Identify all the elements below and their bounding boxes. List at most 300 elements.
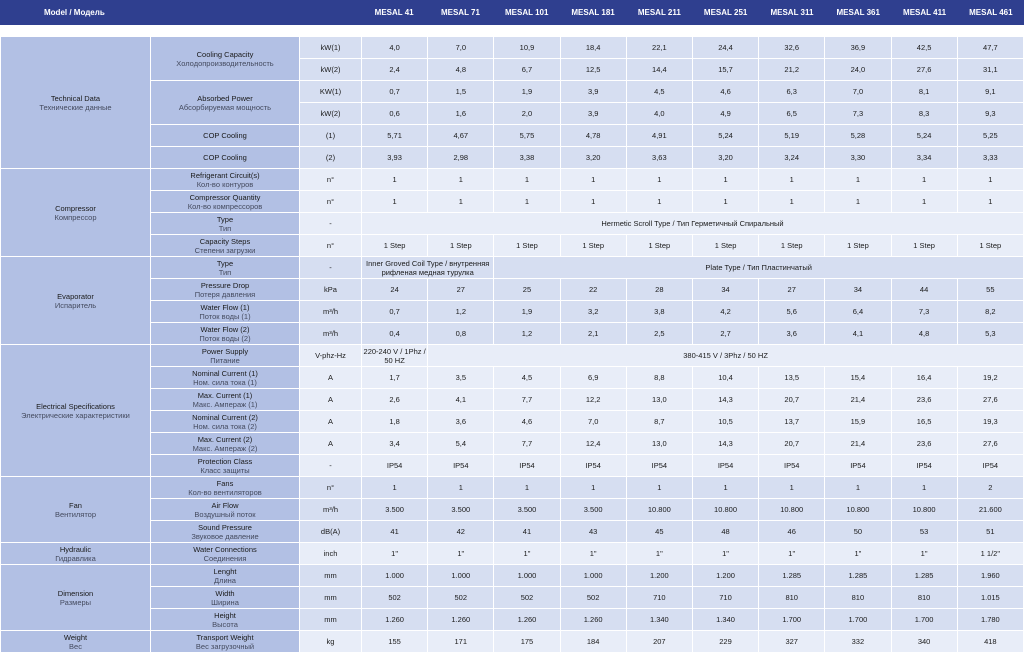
parameter-label-en: Max. Current (2) xyxy=(197,434,253,444)
model-column-header: MESAL 251 xyxy=(703,8,748,17)
value-cell: 3,33 xyxy=(957,147,1023,169)
value-cell: 1.340 xyxy=(626,609,692,631)
value-cell: 1 1/2" xyxy=(957,543,1023,565)
value-cell: 175 xyxy=(494,631,560,653)
value-cell: 502 xyxy=(494,587,560,609)
value-cell: 1 xyxy=(825,477,891,499)
value-cell: 1 xyxy=(759,191,825,213)
section-label xyxy=(1,631,151,653)
parameter-label-en: Refrigerant Circuit(s) xyxy=(190,170,260,180)
value-cell: 36,9 xyxy=(825,37,891,59)
unit-cell: inch xyxy=(300,543,362,565)
value-cell: 0,6 xyxy=(362,103,428,125)
value-cell: 1 xyxy=(957,169,1023,191)
table-row xyxy=(1,587,1024,609)
value-cell: 1,9 xyxy=(494,81,560,103)
value-cell: IP54 xyxy=(428,455,494,477)
value-cell: 3,8 xyxy=(626,301,692,323)
value-cell: 19,2 xyxy=(957,367,1023,389)
value-cell: 42 xyxy=(428,521,494,543)
value-cell: 710 xyxy=(692,587,758,609)
value-cell: 1.285 xyxy=(759,565,825,587)
parameter-label-en: Water Flow (2) xyxy=(200,324,250,334)
value-cell: 10,4 xyxy=(692,367,758,389)
value-cell: 1,2 xyxy=(494,323,560,345)
value-cell: 1" xyxy=(759,543,825,565)
unit-cell: n° xyxy=(300,169,362,191)
table-row xyxy=(1,609,1024,631)
value-cell: 810 xyxy=(759,587,825,609)
table-row xyxy=(1,81,1024,103)
parameter-label-ru: Поток воды (2) xyxy=(199,333,251,343)
model-column-header: MESAL 71 xyxy=(440,8,480,17)
value-cell: 1 Step xyxy=(825,235,891,257)
table-row xyxy=(1,543,1024,565)
model-column-header: MESAL 311 xyxy=(770,8,814,17)
value-cell: 1 xyxy=(362,477,428,499)
value-cell: 46 xyxy=(759,521,825,543)
section-label-en: Weight xyxy=(63,632,88,642)
parameter-label xyxy=(151,213,300,235)
value-cell: 171 xyxy=(428,631,494,653)
value-cell: 10,5 xyxy=(692,411,758,433)
value-cell: 1 xyxy=(494,169,560,191)
section-label-ru: Компрессор xyxy=(54,212,97,222)
value-cell: 8,2 xyxy=(957,301,1023,323)
parameter-label-en: Sound Pressure xyxy=(198,522,252,532)
parameter-label-en: Air Flow xyxy=(211,500,239,510)
parameter-label xyxy=(151,389,300,411)
value-cell: 1 xyxy=(759,169,825,191)
unit-cell: KW(1) xyxy=(300,81,362,103)
parameter-label xyxy=(151,191,300,213)
value-cell: 47,7 xyxy=(957,37,1023,59)
unit-cell: mm xyxy=(300,609,362,631)
value-cell: 13,0 xyxy=(626,433,692,455)
value-cell: 10.800 xyxy=(759,499,825,521)
value-cell: 53 xyxy=(891,521,957,543)
value-cell: 1 xyxy=(825,191,891,213)
value-cell: 4,1 xyxy=(825,323,891,345)
unit-cell: mm xyxy=(300,587,362,609)
parameter-label-en: COP Cooling xyxy=(203,153,247,162)
unit-cell: kg xyxy=(300,631,362,653)
unit-cell: m³/h xyxy=(300,323,362,345)
value-cell: 1 xyxy=(560,477,626,499)
value-cell: 1" xyxy=(626,543,692,565)
value-cell: Hermetic Scroll Type / Тип Герметичный Спиральный xyxy=(362,213,1024,235)
value-cell: 1 xyxy=(560,191,626,213)
value-cell: 5,4 xyxy=(428,433,494,455)
value-cell: 7,3 xyxy=(825,103,891,125)
parameter-label-en: Absorbed Power xyxy=(197,93,253,103)
parameter-label-ru: Кол-во вентиляторов xyxy=(188,487,262,497)
parameter-label xyxy=(151,367,300,389)
parameter-label-ru: Макс. Ампераж (1) xyxy=(192,399,258,409)
value-cell: 2,1 xyxy=(560,323,626,345)
table-row xyxy=(1,499,1024,521)
value-cell: 5,28 xyxy=(825,125,891,147)
value-cell: 3,30 xyxy=(825,147,891,169)
table-row xyxy=(1,191,1024,213)
value-cell: 5,24 xyxy=(692,125,758,147)
value-cell: 9,3 xyxy=(957,103,1023,125)
value-cell: 20,7 xyxy=(759,433,825,455)
unit-cell: A xyxy=(300,367,362,389)
value-cell: 4,8 xyxy=(891,323,957,345)
value-cell: 7,7 xyxy=(494,433,560,455)
value-cell: 10.800 xyxy=(825,499,891,521)
parameter-label-en: Cooling Capacity xyxy=(196,49,254,59)
value-cell: 32,6 xyxy=(759,37,825,59)
value-cell: 5,6 xyxy=(759,301,825,323)
value-cell: 51 xyxy=(957,521,1023,543)
value-cell: 3.500 xyxy=(428,499,494,521)
table-row xyxy=(1,279,1024,301)
value-cell: 502 xyxy=(428,587,494,609)
model-column-header: MESAL 211 xyxy=(637,8,681,17)
value-cell: 810 xyxy=(825,587,891,609)
value-cell: 15,4 xyxy=(825,367,891,389)
parameter-label-ru: Ширина xyxy=(211,597,239,607)
section-label-ru: Испаритель xyxy=(54,300,97,310)
value-cell: 12,2 xyxy=(560,389,626,411)
value-cell: 1.700 xyxy=(825,609,891,631)
value-cell: 3,4 xyxy=(362,433,428,455)
table-row xyxy=(1,301,1024,323)
value-cell: 21,2 xyxy=(759,59,825,81)
value-cell: 6,5 xyxy=(759,103,825,125)
unit-cell: kW(2) xyxy=(300,103,362,125)
value-cell: 27 xyxy=(759,279,825,301)
value-cell: 4,2 xyxy=(692,301,758,323)
value-cell: 5,3 xyxy=(957,323,1023,345)
section-label xyxy=(1,37,151,169)
value-cell: 4,6 xyxy=(692,81,758,103)
value-cell: 12,4 xyxy=(560,433,626,455)
section-label-en: Electrical Specifications xyxy=(36,401,115,411)
value-cell: 6,3 xyxy=(759,81,825,103)
value-cell: 24,0 xyxy=(825,59,891,81)
table-row xyxy=(1,411,1024,433)
value-cell: 10.800 xyxy=(891,499,957,521)
table-row xyxy=(1,345,1024,367)
parameter-label-ru: Степени загрузки xyxy=(194,245,256,255)
parameter-label xyxy=(151,257,300,279)
value-cell: 4,0 xyxy=(626,103,692,125)
value-cell: 1.000 xyxy=(428,565,494,587)
value-cell: 41 xyxy=(494,521,560,543)
value-cell: 1,7 xyxy=(362,367,428,389)
value-cell: 8,1 xyxy=(891,81,957,103)
value-cell: 1 xyxy=(362,191,428,213)
value-cell: 1 Step xyxy=(759,235,825,257)
value-cell: 10.800 xyxy=(626,499,692,521)
value-cell: 1.700 xyxy=(759,609,825,631)
value-cell: 2 xyxy=(957,477,1023,499)
value-cell: 1" xyxy=(428,543,494,565)
value-cell: 0,7 xyxy=(362,301,428,323)
value-cell: 7,7 xyxy=(494,389,560,411)
value-cell: 14,3 xyxy=(692,433,758,455)
value-cell: 24 xyxy=(362,279,428,301)
section-label-ru: Размеры xyxy=(59,597,92,607)
value-cell: 16,4 xyxy=(891,367,957,389)
parameter-label xyxy=(151,543,300,565)
value-cell: 3,9 xyxy=(560,81,626,103)
value-cell: 3,24 xyxy=(759,147,825,169)
value-cell: 1 Step xyxy=(891,235,957,257)
parameter-label xyxy=(151,301,300,323)
value-cell: 332 xyxy=(825,631,891,653)
value-cell: 1 xyxy=(626,169,692,191)
parameter-label-en: Capacity Steps xyxy=(199,236,251,246)
value-cell: 1,8 xyxy=(362,411,428,433)
parameter-label-en: Transport Weight xyxy=(196,632,254,642)
value-cell: 13,5 xyxy=(759,367,825,389)
value-cell: 13,7 xyxy=(759,411,825,433)
parameter-label-en: Power Supply xyxy=(201,346,249,356)
value-cell: 1 xyxy=(626,191,692,213)
section-label-ru: Вес xyxy=(69,641,82,651)
value-cell: 1 xyxy=(692,477,758,499)
value-cell: 2,6 xyxy=(362,389,428,411)
parameter-label xyxy=(151,609,300,631)
parameter-label-en: COP Cooling xyxy=(203,131,247,140)
value-cell: 4,67 xyxy=(428,125,494,147)
value-cell: 4,1 xyxy=(428,389,494,411)
parameter-label-en: Pressure Drop xyxy=(200,280,250,290)
value-cell: 207 xyxy=(626,631,692,653)
value-cell: 6,4 xyxy=(825,301,891,323)
value-cell: 1.200 xyxy=(626,565,692,587)
value-cell: IP54 xyxy=(759,455,825,477)
value-cell: 1.000 xyxy=(494,565,560,587)
unit-cell: (1) xyxy=(300,125,362,147)
unit-cell: m³/h xyxy=(300,301,362,323)
value-cell: 1 Step xyxy=(362,235,428,257)
value-cell: 1 xyxy=(692,191,758,213)
value-cell: 5,24 xyxy=(891,125,957,147)
value-cell: 21.600 xyxy=(957,499,1023,521)
parameter-label-en: Water Flow (1) xyxy=(200,302,250,312)
value-cell: 4,91 xyxy=(626,125,692,147)
value-cell: 710 xyxy=(626,587,692,609)
value-cell: 502 xyxy=(560,587,626,609)
value-cell: 1.000 xyxy=(560,565,626,587)
parameter-label xyxy=(151,125,300,147)
value-cell: Plate Type / Тип Пластинчатый xyxy=(494,257,1024,279)
value-cell: 3,9 xyxy=(560,103,626,125)
table-row xyxy=(1,169,1024,191)
value-cell: 42,5 xyxy=(891,37,957,59)
value-cell: 12,5 xyxy=(560,59,626,81)
parameter-label-ru: Соединения xyxy=(203,553,247,563)
value-cell: 15,7 xyxy=(692,59,758,81)
table-row xyxy=(1,147,1024,169)
value-cell: 14,4 xyxy=(626,59,692,81)
value-cell: 28 xyxy=(626,279,692,301)
value-cell: 0,4 xyxy=(362,323,428,345)
value-cell: 3.500 xyxy=(494,499,560,521)
unit-cell: n° xyxy=(300,477,362,499)
value-cell: 7,3 xyxy=(891,301,957,323)
value-cell: 4,78 xyxy=(560,125,626,147)
value-cell: 24,4 xyxy=(692,37,758,59)
value-cell: 1 xyxy=(428,477,494,499)
value-cell: 2,4 xyxy=(362,59,428,81)
parameter-label xyxy=(151,631,300,653)
section-label-ru: Вентилятор xyxy=(54,509,97,519)
value-cell: 1 xyxy=(494,191,560,213)
value-cell: 1.700 xyxy=(891,609,957,631)
value-cell: 1 xyxy=(759,477,825,499)
parameter-label-ru: Кол-во компрессоров xyxy=(187,201,263,211)
value-cell: 1.260 xyxy=(560,609,626,631)
table-row xyxy=(1,367,1024,389)
value-cell: 1 xyxy=(957,191,1023,213)
value-cell: 8,7 xyxy=(626,411,692,433)
value-cell: 20,7 xyxy=(759,389,825,411)
header-spacer xyxy=(299,0,361,25)
value-cell: 34 xyxy=(825,279,891,301)
spec-table xyxy=(0,36,1024,653)
value-cell: 1.285 xyxy=(825,565,891,587)
value-cell: 1 Step xyxy=(560,235,626,257)
parameter-label-ru: Вес загрузочный xyxy=(195,641,255,651)
value-cell: 340 xyxy=(891,631,957,653)
value-cell: 1 xyxy=(560,169,626,191)
value-cell: 4,8 xyxy=(428,59,494,81)
parameter-label-ru: Поток воды (1) xyxy=(199,311,251,321)
parameter-label-en: Compressor Quantity xyxy=(189,192,261,202)
value-cell: 55 xyxy=(957,279,1023,301)
value-cell: 1,9 xyxy=(494,301,560,323)
value-cell: 14,3 xyxy=(692,389,758,411)
parameter-label-en: Type xyxy=(216,214,234,224)
header-spacer xyxy=(150,0,299,25)
value-cell: 1.780 xyxy=(957,609,1023,631)
value-cell: 4,5 xyxy=(626,81,692,103)
value-cell: 1,6 xyxy=(428,103,494,125)
value-cell: 5,19 xyxy=(759,125,825,147)
model-column-header: MESAL 41 xyxy=(374,8,414,17)
value-cell: 4,9 xyxy=(692,103,758,125)
value-cell: 1 xyxy=(891,169,957,191)
parameter-label-ru: Потеря давления xyxy=(194,289,256,299)
value-cell: 0,7 xyxy=(362,81,428,103)
value-cell: 2,98 xyxy=(428,147,494,169)
value-cell: 31,1 xyxy=(957,59,1023,81)
value-cell: 23,6 xyxy=(891,433,957,455)
unit-cell: kW(2) xyxy=(300,59,362,81)
value-cell: 34 xyxy=(692,279,758,301)
parameter-label xyxy=(151,279,300,301)
parameter-label xyxy=(151,81,300,125)
value-cell: 22 xyxy=(560,279,626,301)
value-cell: 41 xyxy=(362,521,428,543)
value-cell: 8,8 xyxy=(626,367,692,389)
parameter-label xyxy=(151,455,300,477)
value-cell: 5,25 xyxy=(957,125,1023,147)
value-cell: 21,4 xyxy=(825,433,891,455)
value-cell: 1 xyxy=(891,191,957,213)
table-row xyxy=(1,323,1024,345)
section-label-en: Technical Data xyxy=(50,93,101,103)
parameter-label-en: Nominal Current (1) xyxy=(192,368,258,378)
parameter-label-en: Max. Current (1) xyxy=(197,390,253,400)
value-cell: 15,9 xyxy=(825,411,891,433)
section-label-en: Fan xyxy=(69,500,82,510)
value-cell: 1" xyxy=(891,543,957,565)
table-row xyxy=(1,257,1024,279)
value-cell: 1 xyxy=(494,477,560,499)
parameter-label-ru: Холодопроизводительность xyxy=(176,58,274,68)
parameter-label xyxy=(151,235,300,257)
value-cell: 1 xyxy=(891,477,957,499)
parameter-label-en: Lenght xyxy=(213,566,237,576)
value-cell: 1.015 xyxy=(957,587,1023,609)
section-label xyxy=(1,543,151,565)
parameter-label-ru: Тип xyxy=(218,223,232,233)
section-label-en: Hydraulic xyxy=(59,544,92,554)
unit-cell: - xyxy=(300,257,362,279)
parameter-label xyxy=(151,499,300,521)
value-cell: 5,71 xyxy=(362,125,428,147)
value-cell: 27,6 xyxy=(957,433,1023,455)
parameter-label-ru: Класс защиты xyxy=(200,465,250,475)
value-cell: Inner Groved Coil Type / внутренняя рифленая медная турулка xyxy=(362,257,494,279)
table-row xyxy=(1,125,1024,147)
value-cell: 3,20 xyxy=(692,147,758,169)
value-cell: 3,6 xyxy=(428,411,494,433)
value-cell: 418 xyxy=(957,631,1023,653)
unit-cell: V-phz-Hz xyxy=(300,345,362,367)
value-cell: 48 xyxy=(692,521,758,543)
value-cell: IP54 xyxy=(692,455,758,477)
table-row xyxy=(1,235,1024,257)
value-cell: 2,5 xyxy=(626,323,692,345)
section-label xyxy=(1,257,151,345)
value-cell: 1 xyxy=(362,169,428,191)
parameter-label-ru: Ном. сила тока (1) xyxy=(193,377,257,387)
parameter-label-ru: Макс. Ампераж (2) xyxy=(192,443,258,453)
parameter-label-en: Water Connections xyxy=(193,544,257,554)
parameter-label-ru: Высота xyxy=(212,619,238,629)
parameter-label xyxy=(151,433,300,455)
unit-cell: m³/h xyxy=(300,499,362,521)
value-cell: 4,0 xyxy=(362,37,428,59)
unit-cell: (2) xyxy=(300,147,362,169)
value-cell: 18,4 xyxy=(560,37,626,59)
table-row xyxy=(1,213,1024,235)
model-label: Model / Модель xyxy=(44,8,105,17)
unit-cell: - xyxy=(300,455,362,477)
value-cell: 229 xyxy=(692,631,758,653)
parameter-label xyxy=(151,147,300,169)
value-cell: 1" xyxy=(560,543,626,565)
value-cell: 1.260 xyxy=(494,609,560,631)
value-cell: 13,0 xyxy=(626,389,692,411)
parameter-label-en: Type xyxy=(216,258,234,268)
value-cell: 1 xyxy=(626,477,692,499)
parameter-label-ru: Звуковое давление xyxy=(191,531,259,541)
value-cell: 1 xyxy=(428,169,494,191)
value-cell: IP54 xyxy=(891,455,957,477)
parameter-label-ru: Кол-во контуров xyxy=(196,179,254,189)
section-label xyxy=(1,565,151,631)
unit-cell: n° xyxy=(300,191,362,213)
